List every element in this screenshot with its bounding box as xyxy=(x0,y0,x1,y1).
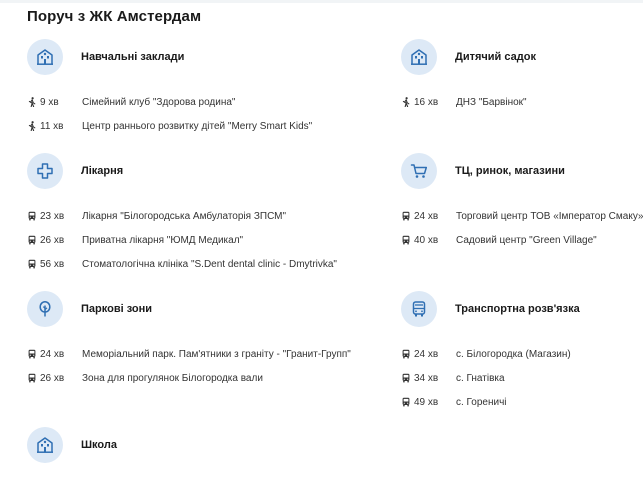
place-list xyxy=(401,342,580,414)
section-header xyxy=(401,39,536,75)
place-name: Приватна лікарня "ЮМД Медикал" xyxy=(82,234,244,246)
section-title: Паркові зони xyxy=(81,303,153,315)
section-hospital xyxy=(27,153,337,276)
bus-icon xyxy=(401,235,411,245)
page-title: Поруч з ЖК Амстердам xyxy=(27,8,202,25)
place-name: Садовий центр "Green Village" xyxy=(456,234,597,246)
school-building-icon xyxy=(27,427,63,463)
list-item xyxy=(27,252,337,276)
section-title: Транспортна розв'язка xyxy=(455,303,580,315)
walking-icon xyxy=(27,121,37,131)
bus-icon xyxy=(401,349,411,359)
place-list xyxy=(401,90,536,114)
section-shopping xyxy=(401,153,643,252)
travel-time: 24 хв xyxy=(40,348,65,360)
place-name: с. Гнатівка xyxy=(456,372,505,384)
place-name: Стоматологічна клініка "S.Dent dental clinic - Dmytrivka" xyxy=(82,258,337,270)
place-list xyxy=(401,204,643,252)
travel-time: 16 хв xyxy=(414,96,439,108)
travel-time: 9 хв xyxy=(40,96,59,108)
list-item xyxy=(401,390,580,414)
tree-icon xyxy=(27,291,63,327)
section-header xyxy=(27,39,312,75)
section-title: Школа xyxy=(81,439,117,451)
bus-icon xyxy=(27,373,37,383)
school-building-icon xyxy=(401,39,437,75)
walking-icon xyxy=(401,97,411,107)
section-header xyxy=(401,291,580,327)
list-item xyxy=(401,204,643,228)
place-name: Меморіальний парк. Пам'ятники з граніту - "Гранит-Групп" xyxy=(82,348,351,360)
section-header xyxy=(27,427,117,463)
list-item xyxy=(27,90,312,114)
section-header xyxy=(401,153,643,189)
section-school xyxy=(27,427,117,463)
list-item xyxy=(401,228,643,252)
section-title: Лікарня xyxy=(81,165,124,177)
list-item xyxy=(401,366,580,390)
bus-icon xyxy=(27,259,37,269)
bus-icon xyxy=(401,211,411,221)
section-parks xyxy=(27,291,351,390)
travel-time: 11 хв xyxy=(40,120,64,132)
place-list xyxy=(27,90,312,138)
place-list xyxy=(27,342,351,390)
section-title: Дитячий садок xyxy=(455,51,536,63)
shopping-cart-icon xyxy=(401,153,437,189)
place-name: с. Білогородка (Магазин) xyxy=(456,348,571,360)
place-name: Торговий центр ТОВ «Імператор Смаку» xyxy=(456,210,643,222)
travel-time: 26 хв xyxy=(40,372,65,384)
travel-time: 24 хв xyxy=(414,348,439,360)
travel-time: 26 хв xyxy=(40,234,65,246)
walking-icon xyxy=(27,97,37,107)
section-header xyxy=(27,153,337,189)
section-kindergarten xyxy=(401,39,536,114)
travel-time: 40 хв xyxy=(414,234,439,246)
section-header xyxy=(27,291,351,327)
list-item xyxy=(401,90,536,114)
bus-icon xyxy=(27,211,37,221)
section-education xyxy=(27,39,312,138)
list-item xyxy=(27,204,337,228)
place-name: Зона для прогулянок Білогородка вали xyxy=(82,372,263,384)
list-item xyxy=(27,342,351,366)
section-title: ТЦ, ринок, магазини xyxy=(455,165,565,177)
place-name: Сімейний клуб "Здорова родина" xyxy=(82,96,236,108)
list-item xyxy=(27,366,351,390)
place-name: с. Гореничі xyxy=(456,396,507,408)
bus-icon xyxy=(27,235,37,245)
bus-icon xyxy=(401,397,411,407)
place-name: Лікарня "Білогородська Амбулаторія ЗПСМ" xyxy=(82,210,287,222)
travel-time: 56 хв xyxy=(40,258,65,270)
section-transport xyxy=(401,291,580,414)
travel-time: 23 хв xyxy=(40,210,65,222)
bus-icon xyxy=(401,373,411,383)
medical-cross-icon xyxy=(27,153,63,189)
bus-icon xyxy=(401,291,437,327)
travel-time: 49 хв xyxy=(414,396,439,408)
section-title: Навчальні заклади xyxy=(81,51,185,63)
school-building-icon xyxy=(27,39,63,75)
place-name: ДНЗ "Барвінок" xyxy=(456,96,527,108)
list-item xyxy=(401,342,580,366)
list-item xyxy=(27,114,312,138)
place-name: Центр раннього розвитку дітей "Merry Smart Kids" xyxy=(82,120,313,132)
travel-time: 34 хв xyxy=(414,372,439,384)
travel-time: 24 хв xyxy=(414,210,439,222)
bus-icon xyxy=(27,349,37,359)
list-item xyxy=(27,228,337,252)
top-divider xyxy=(0,0,643,3)
place-list xyxy=(27,204,337,276)
